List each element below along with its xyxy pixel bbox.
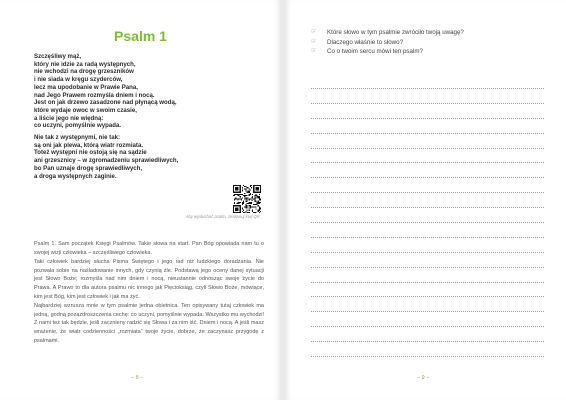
writing-line[interactable] bbox=[311, 252, 544, 253]
question-item bbox=[311, 38, 551, 48]
question-item bbox=[311, 28, 551, 38]
question-text: Dlaczego właśnie to słowo? bbox=[327, 38, 404, 46]
writing-line[interactable] bbox=[311, 177, 544, 178]
poem-line: które wydaje owoc w swoim czasie, bbox=[34, 106, 137, 114]
writing-lines[interactable] bbox=[311, 88, 544, 371]
writing-line[interactable] bbox=[311, 326, 544, 327]
commentary-paragraph: Psalm 1. Sam początek Księgi Psalmów. Takie słowa na start. Pan Bóg opowiada nam tu o swojej wizji człowieka – szczęśliwego człowieka. bbox=[34, 241, 264, 256]
poem-line: co uczyni, pomyślnie wypada. bbox=[34, 122, 122, 130]
commentary bbox=[34, 240, 264, 345]
question-text: Co o twoim sercu mówi ten psalm? bbox=[327, 48, 423, 56]
writing-line[interactable] bbox=[311, 267, 544, 268]
poem-line: nad Jego Prawem rozmyśla dniem i nocą. bbox=[34, 91, 155, 99]
writing-line[interactable] bbox=[311, 222, 544, 223]
poem-line: nie wchodzi na drogę grzeszników bbox=[34, 68, 134, 76]
commentary-paragraph: Taki człowiek bardziej słucha Pisma Świętego i jego rad niż ludzkiego doradzania. Nie pozwala sobie na naśladowanie innych, gdy czynią źle. Podstawą jego oceny danej sytuacji jest Słowo Boże; rozmyśla nad nim dniem i nocą, nieustannie odnosząc swoje życie do Prawa. A Prawo to dla autora psalmu nic innego jak Pięcioksiąg, czyli Słowo Boże, mówiące, kim jest Bóg, kim jest człowiek i jak ma żyć. bbox=[34, 259, 264, 300]
psalm-text bbox=[34, 53, 264, 180]
writing-line[interactable] bbox=[311, 282, 544, 283]
writing-line[interactable] bbox=[311, 207, 544, 208]
writing-line[interactable] bbox=[311, 88, 544, 89]
writing-line[interactable] bbox=[311, 118, 544, 119]
poem-line: który nie idzie za radą występnych, bbox=[34, 60, 136, 68]
left-page bbox=[0, 0, 281, 400]
poem-line: i nie siada w kręgu szyderców, bbox=[34, 76, 123, 84]
page-number: – 9 – bbox=[417, 375, 430, 381]
poem-line: ani grzesznicy – w zgromadzeniu sprawiedliwych, bbox=[34, 157, 179, 165]
writing-line[interactable] bbox=[311, 162, 544, 163]
poem-line: są oni jak plewa, którą wiatr rozmiata. bbox=[34, 141, 144, 149]
pointing-hand-icon: ☞ bbox=[311, 38, 317, 45]
qr-code-icon[interactable] bbox=[233, 185, 261, 213]
poem-line: a droga występnych zaginie. bbox=[34, 172, 117, 180]
writing-line[interactable] bbox=[311, 192, 544, 193]
writing-line[interactable] bbox=[311, 341, 544, 342]
writing-line[interactable] bbox=[311, 237, 544, 238]
writing-line[interactable] bbox=[311, 296, 544, 297]
writing-line[interactable] bbox=[311, 133, 544, 134]
question-text: Które słowo w tym psalmie zwróciło twoją uwagę? bbox=[327, 29, 464, 36]
pointing-hand-icon: ☞ bbox=[311, 29, 317, 35]
right-page bbox=[285, 0, 566, 400]
writing-line[interactable] bbox=[311, 356, 544, 357]
poem-line: Jest on jak drzewo zasadzone nad płynącą wodą, bbox=[34, 99, 177, 107]
poem-line: Toteż występni nie ostoją się na sądzie bbox=[34, 149, 147, 157]
commentary-paragraph: Najbardziej wzrusza mnie w tym psalmie jedna obietnica. Ten opisywany tutaj człowiek ma jedną, godną pozazdroszczenia cechę: co uczyni, pomyślnie wypada. Wszystko mu wychodzi! Z nami też tak będzie, jeśli zacznieny radzić się Słowa i za nim iść. Dniem i nocą. A jeśli masz wrażenie, że wiatr codzienności „rozmiata” twoje życie, dobrze, że zaczynasz przygodę z psalmami. bbox=[34, 303, 264, 344]
poem-stanza-1 bbox=[34, 53, 264, 130]
poem-line: Szczęśliwy mąż, bbox=[34, 53, 82, 60]
qr-caption: Aby wysłuchać psalm, zeskanuj kod QR. bbox=[185, 214, 261, 219]
writing-line[interactable] bbox=[311, 311, 544, 312]
poem-line: bo Pan uznaje drogę sprawiedliwych, bbox=[34, 164, 143, 172]
pointing-hand-icon: ☞ bbox=[311, 48, 317, 55]
poem-line: lecz ma upodobanie w Prawie Pana, bbox=[34, 83, 138, 91]
writing-line[interactable] bbox=[311, 103, 544, 104]
page-title: Psalm 1 bbox=[114, 28, 167, 44]
reflection-questions bbox=[311, 28, 551, 57]
question-item bbox=[311, 47, 551, 57]
poem-line: a liście jego nie więdną: bbox=[34, 114, 104, 122]
poem-stanza-2 bbox=[34, 134, 264, 180]
poem-line: Nie tak z występnymi, nie tak: bbox=[34, 134, 121, 142]
writing-line[interactable] bbox=[311, 148, 544, 149]
page-number: – 8 – bbox=[131, 375, 144, 381]
